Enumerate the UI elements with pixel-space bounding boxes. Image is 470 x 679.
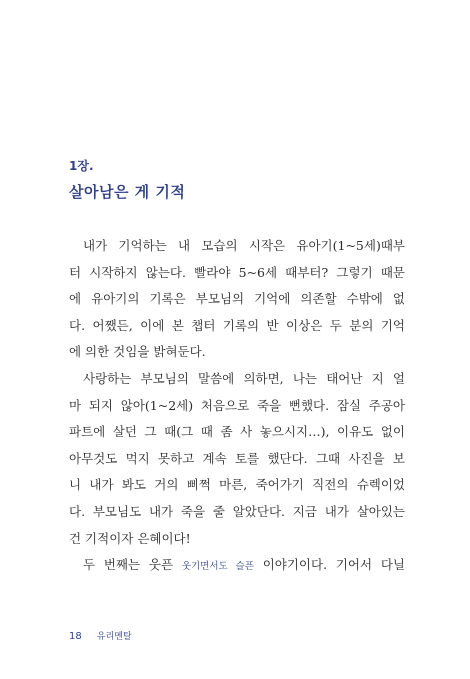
text-line: 에 유아기의 기록은 부모님의 기억에 의존할 수밖에 없 [69,291,405,307]
text-line: 파트에 살던 그 때(그 때 좀 사 놓으시지…), 이유도 없이 [69,424,405,440]
text-line: 아무것도 먹지 못하고 계속 토를 했단다. 그때 사진을 보 [69,450,405,466]
text-line: 에 의한 것임을 밝혀둔다. [69,344,206,360]
text-line: 터 시작하지 않는다. 빨라야 5~6세 때부터? 그렇기 때문 [69,264,405,280]
chapter-title: 살아남은 게 기적 [69,183,186,201]
text-line: 사랑하는 부모님의 말씀에 의하면, 나는 태어난 지 얼 [83,370,405,386]
book-title: 유리멘탈 [96,632,132,642]
text-line [69,552,405,579]
chapter-number: 1장. [69,159,94,173]
body-text [69,233,405,579]
text-line: 니 내가 봐도 거의 삐쩍 마른, 죽어가기 직전의 슈렉이었 [69,477,405,493]
text-line: 마 되지 않아(1~2세) 처음으로 죽을 뻔했다. 잠실 주공아 [69,397,405,413]
text-line: 내가 기억하는 내 모습의 시작은 유아기(1~5세)때부 [83,238,405,253]
inline-gloss: 웃기면서도 슬픈 [181,561,254,573]
text-fragment: 두 번째는 웃픈 [83,557,174,573]
page-number: 18 [69,631,82,642]
text-line: 다. 어쨌든, 이에 본 챕터 기록의 반 이상은 두 분의 기억 [69,317,405,333]
text-fragment: 이야기이다. 기어서 다닐 [262,557,405,573]
page-footer [69,629,132,642]
text-line: 다. 부모님도 내가 죽을 줄 알았단다. 지금 내가 살아있는 [69,503,405,519]
text-line: 건 기적이자 은혜이다! [69,530,191,546]
